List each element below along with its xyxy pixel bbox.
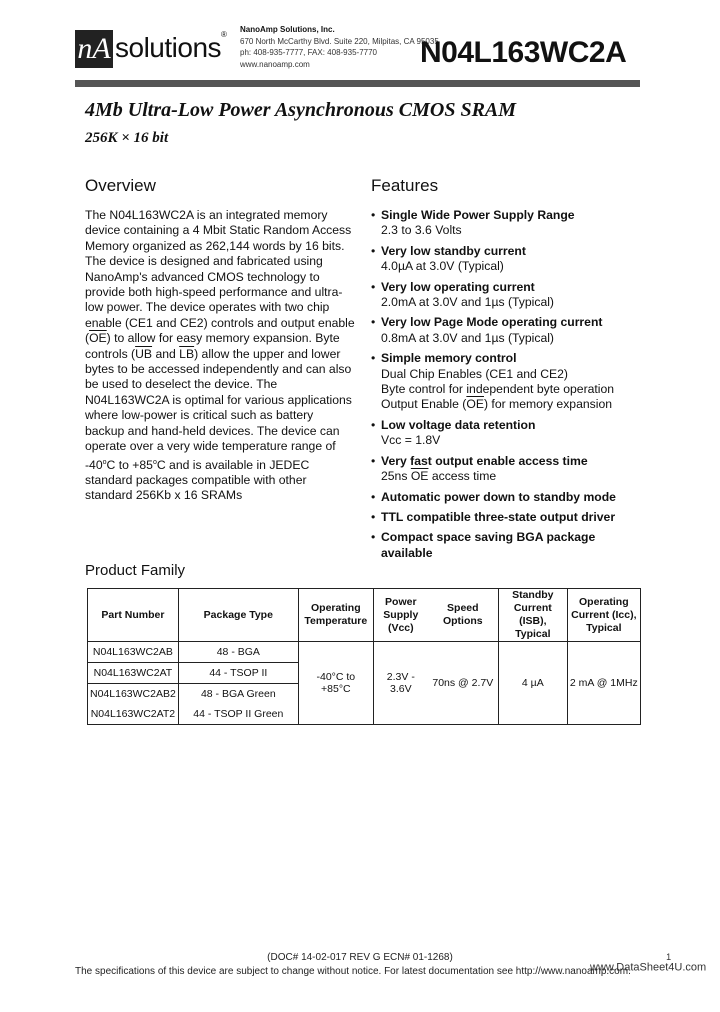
disclaimer: The specifications of this device are subject to change without notice. For latest documentation see http://www.nanoamp.com. [75, 966, 631, 977]
company-info [240, 24, 439, 70]
header-operating-current: Operating Current (Icc), Typical [567, 589, 640, 642]
vcc-cell: 2.3V - 3.6V [373, 642, 428, 725]
feature-title: Single Wide Power Supply Range [381, 208, 575, 222]
table-row [88, 642, 641, 663]
feature-item: • Compact space saving BGA package available [371, 530, 636, 561]
header-part-number: Part Number [88, 589, 179, 642]
company-logo [75, 28, 230, 70]
header-speed: Speed Options [428, 589, 499, 642]
logo-mark: nA [75, 30, 113, 68]
speed-cell: 70ns @ 2.7V [428, 642, 499, 725]
header-power-supply: Power Supply (Vcc) [373, 589, 428, 642]
package-cell: 44 - TSOP II Green [178, 704, 298, 725]
overview-text: The N04L163WC2A is an integrated memory device containing a 4 Mbit Static Random Access Memory organized as 262,144 words by 16 bits. The device is designed and fabricated using NanoAmp's advanced CMOS technology to provide both high-speed performance and ultra-low power. The device operates with two chip enable (CE1 and CE2) controls and output enable $(\overline{OE})$ to allow for easy memory expansion. Byte controls ($\overline{UB}$ and $\overline{LB}$) allow the upper and lower bytes to be accessed independently and can also be used to deselect the device. The N04L163WC2A is optimal for various applications where low-power is critical such as battery backup and hand-held devices. The device can operate over a very wide temperature range of -40$^o$C to $+85^oC$ and is available in JEDEC standard packages compatible with other standard 256Kb x 16 SRAMs [85, 208, 355, 503]
feature-title: Very low operating current [381, 279, 535, 294]
package-cell: 44 - TSOP II [178, 663, 298, 684]
company-address: 670 North McCarthy Blvd. Suite 220, Milpitas, CA 95035 [240, 36, 439, 46]
feature-item: • Very low operating current 2.0mA at 3.0V and 1µs (Typical) [371, 280, 636, 311]
page-number: 1 [666, 952, 672, 962]
company-phone: ph: 408-935-7777, FAX: 408-935-7770 [240, 48, 377, 57]
header-package-type: Package Type [178, 589, 298, 642]
product-family-heading: Product Family [85, 562, 186, 579]
feature-item: • Very low standby current 4.0µA at 3.0V (Typical) [371, 244, 636, 275]
feature-item: • Single Wide Power Supply Range 2.3 to 3.6 Volts [371, 208, 636, 239]
feature-detail: Vcc = 1.8V [381, 433, 441, 448]
header-standby-current: Standby Current (ISB), Typical [498, 589, 567, 642]
company-name: NanoAmp Solutions, Inc. [240, 25, 335, 34]
header-divider [75, 80, 640, 87]
watermark-text[interactable]: www.DataSheet4U.com [590, 961, 707, 974]
document-number: (DOC# 14-02-017 REV G ECN# 01-1268) [267, 952, 453, 963]
package-cell: 48 - BGA [178, 642, 298, 663]
feature-title: Simple memory control [381, 351, 517, 366]
package-cell: 48 - BGA Green [178, 684, 298, 705]
feature-detail: Byte control for independent byte operation [381, 382, 615, 397]
table-header-row [88, 589, 641, 642]
logo-text: solutions [115, 32, 222, 63]
feature-item: • TTL compatible three-state output driver [371, 510, 636, 525]
feature-detail: Dual Chip Enables (CE1 and CE2) [381, 366, 568, 381]
registered-icon: ® [221, 30, 227, 39]
document-subtitle: 256K × 16 bit [85, 130, 169, 146]
feature-title: Compact space saving BGA package available [381, 530, 596, 560]
feature-item: • Automatic power down to standby mode [371, 490, 636, 505]
feature-detail: 2.3 to 3.6 Volts [381, 223, 462, 238]
feature-title: Very fast output enable access time [381, 453, 588, 468]
part-number-cell: N04L163WC2AT2 [88, 704, 179, 725]
feature-title: TTL compatible three-state output driver [381, 509, 616, 524]
feature-title: Very low Page Mode operating current [381, 315, 603, 330]
features-heading: Features [371, 176, 439, 195]
company-website[interactable]: www.nanoamp.com [240, 59, 310, 69]
temperature-cell: -40°C to +85°C [298, 642, 373, 725]
header-temperature: Operating Temperature [298, 589, 373, 642]
operating-current-cell: 2 mA @ 1MHz [567, 642, 640, 725]
feature-title: Automatic power down to standby mode [381, 489, 616, 504]
part-number-cell: N04L163WC2AB [88, 642, 179, 663]
features-list [371, 208, 636, 566]
feature-item: • Very fast output enable access time 25ns $\overline{OE}$ access time [371, 454, 636, 485]
part-number-cell: N04L163WC2AB2 [88, 684, 179, 705]
feature-item: • Very low Page Mode operating current 0.8mA at 3.0V and 1µs (Typical) [371, 315, 636, 346]
overview-heading: Overview [85, 176, 156, 195]
feature-detail: Output Enable $(\overline{OE})$ for memory expansion [381, 397, 613, 412]
feature-item: • Low voltage data retention Vcc = 1.8V [371, 418, 636, 449]
part-number-cell: N04L163WC2AT [88, 663, 179, 684]
feature-detail: 25ns $\overline{OE}$ access time [381, 469, 497, 484]
feature-title: Very low standby current [381, 243, 526, 258]
feature-detail: 0.8mA at 3.0V and 1µs (Typical) [381, 330, 554, 345]
feature-title: Low voltage data retention [381, 417, 536, 432]
part-number-title: N04L163WC2A [420, 36, 627, 69]
standby-current-cell: 4 µA [498, 642, 567, 725]
product-family-table [87, 588, 641, 725]
feature-detail: 4.0µA at 3.0V (Typical) [381, 259, 504, 274]
feature-detail: 2.0mA at 3.0V and 1µs (Typical) [381, 295, 554, 310]
feature-item: • Simple memory control Dual Chip Enables (CE1 and CE2) Byte control for independent byte operation Output Enable $(\overline{OE})$ for memory expansion [371, 351, 636, 413]
document-title: 4Mb Ultra-Low Power Asynchronous CMOS SRAM [85, 99, 517, 121]
